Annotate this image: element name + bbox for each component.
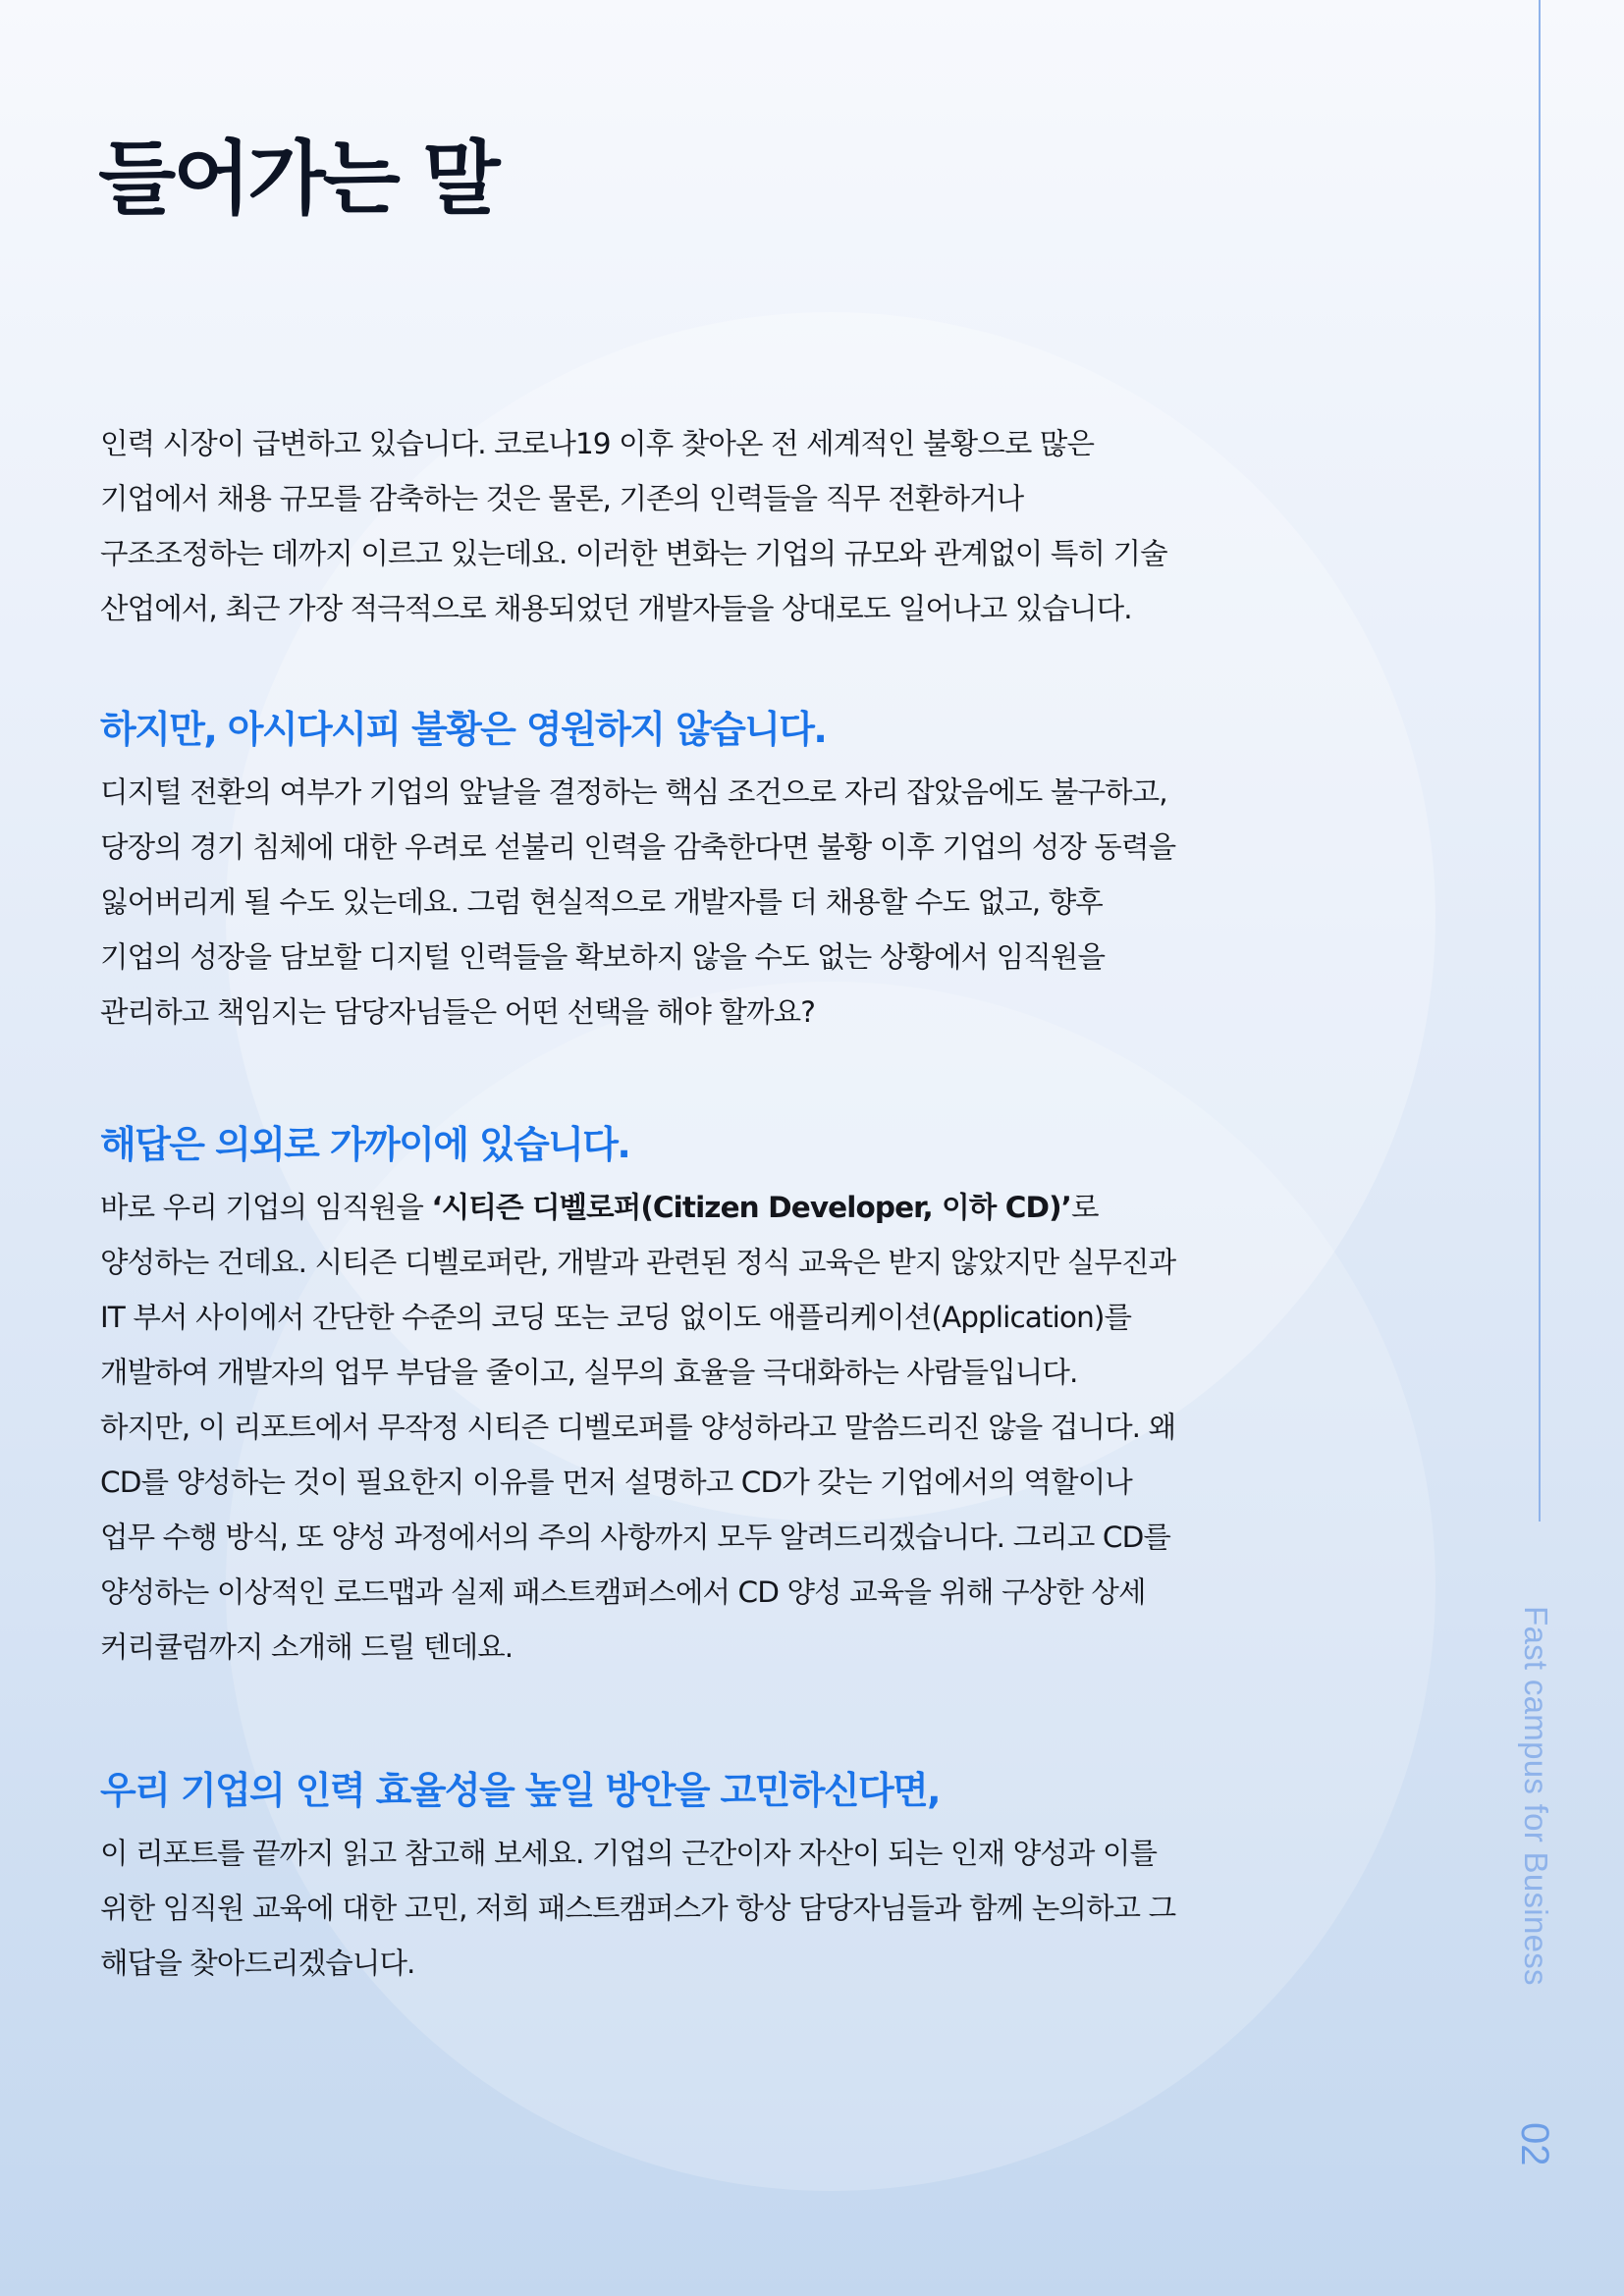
section-body-recession: 디지털 전환의 여부가 기업의 앞날을 결정하는 핵심 조건으로 자리 잡았음에도 불구하고, 당장의 경기 침체에 대한 우려로 섣불리 인력을 감축한다면 불황 이후 기업의 성장 동력을 잃어버리게 될 수도 있는데요. 그럼 현실적으로 개발자를 더 채용할 수도 없고, 향후 기업의 성장을 담보할 디지털 인력들을 확보하지 않을 수도 없는 상황에서 임직원을 관리하고 책임지는 담당자님들은 어떤 선택을 해야 할까요? (100, 775, 1176, 1029)
answer-text-pre: 바로 우리 기업의 임직원을 (100, 1191, 432, 1224)
side-brand-label: Fast campus for Business (1518, 1606, 1554, 1986)
side-divider-line (1539, 0, 1541, 1522)
section-body-answer (100, 1180, 1180, 1400)
section-heading-recession: 하지만, 아시다시피 불황은 영원하지 않습니다. (100, 708, 827, 751)
document-body (100, 416, 1180, 1991)
section-body-answer-2: 하지만, 이 리포트에서 무작정 시티즌 디벨로퍼를 양성하라고 말씀드리진 않을 겁니다. 왜 CD를 양성하는 것이 필요한지 이유를 먼저 설명하고 CD가 갖는 기업에서의 역할이나 업무 수행 방식, 또 양성 과정에서의 주의 사항까지 모두 알려드리겠습니다. 그리고 CD를 양성하는 이상적인 로드맵과 실제 패스트캠퍼스에서 CD 양성 교육을 위해 구상한 상세 커리큘럼까지 소개해 드릴 텐데요. (100, 1411, 1176, 1664)
intro-paragraph: 인력 시장이 급변하고 있습니다. 코로나19 이후 찾아온 전 세계적인 불황으로 많은 기업에서 채용 규모를 감축하는 것은 물론, 기존의 인력들을 직무 전환하거나 구조조정하는 데까지 이르고 있는데요. 이러한 변화는 기업의 규모와 관계없이 특히 기술 산업에서, 최근 가장 적극적으로 채용되었던 개발자들을 상대로도 일어나고 있습니다. (100, 427, 1167, 625)
section-heading-efficiency: 우리 기업의 인력 효율성을 높일 방안을 고민하신다면, (100, 1769, 940, 1812)
page-title: 들어가는 말 (98, 133, 498, 226)
page-number: 02 (1513, 2122, 1556, 2166)
section-body-efficiency: 이 리포트를 끝까지 읽고 참고해 보세요. 기업의 근간이자 자산이 되는 인재 양성과 이를 위한 임직원 교육에 대한 고민, 저희 패스트캠퍼스가 항상 담당자님들과 함께 논의하고 그 해답을 찾아드리겠습니다. (100, 1837, 1176, 1980)
section-heading-answer: 해답은 의외로 가까이에 있습니다. (100, 1123, 630, 1166)
answer-text-post: 로 양성하는 건데요. 시티즌 디벨로퍼란, 개발과 관련된 정식 교육은 받지 않았지만 실무진과 IT 부서 사이에서 간단한 수준의 코딩 또는 코딩 없이도 애플리케이션(Application)를 개발하여 개발자의 업무 부담을 줄이고, 실무의 효율을 극대화하는 사람들입니다. (100, 1191, 1176, 1389)
citizen-developer-term: ‘시티즌 디벨로퍼(Citizen Developer, 이하 CD)’ (431, 1191, 1071, 1224)
